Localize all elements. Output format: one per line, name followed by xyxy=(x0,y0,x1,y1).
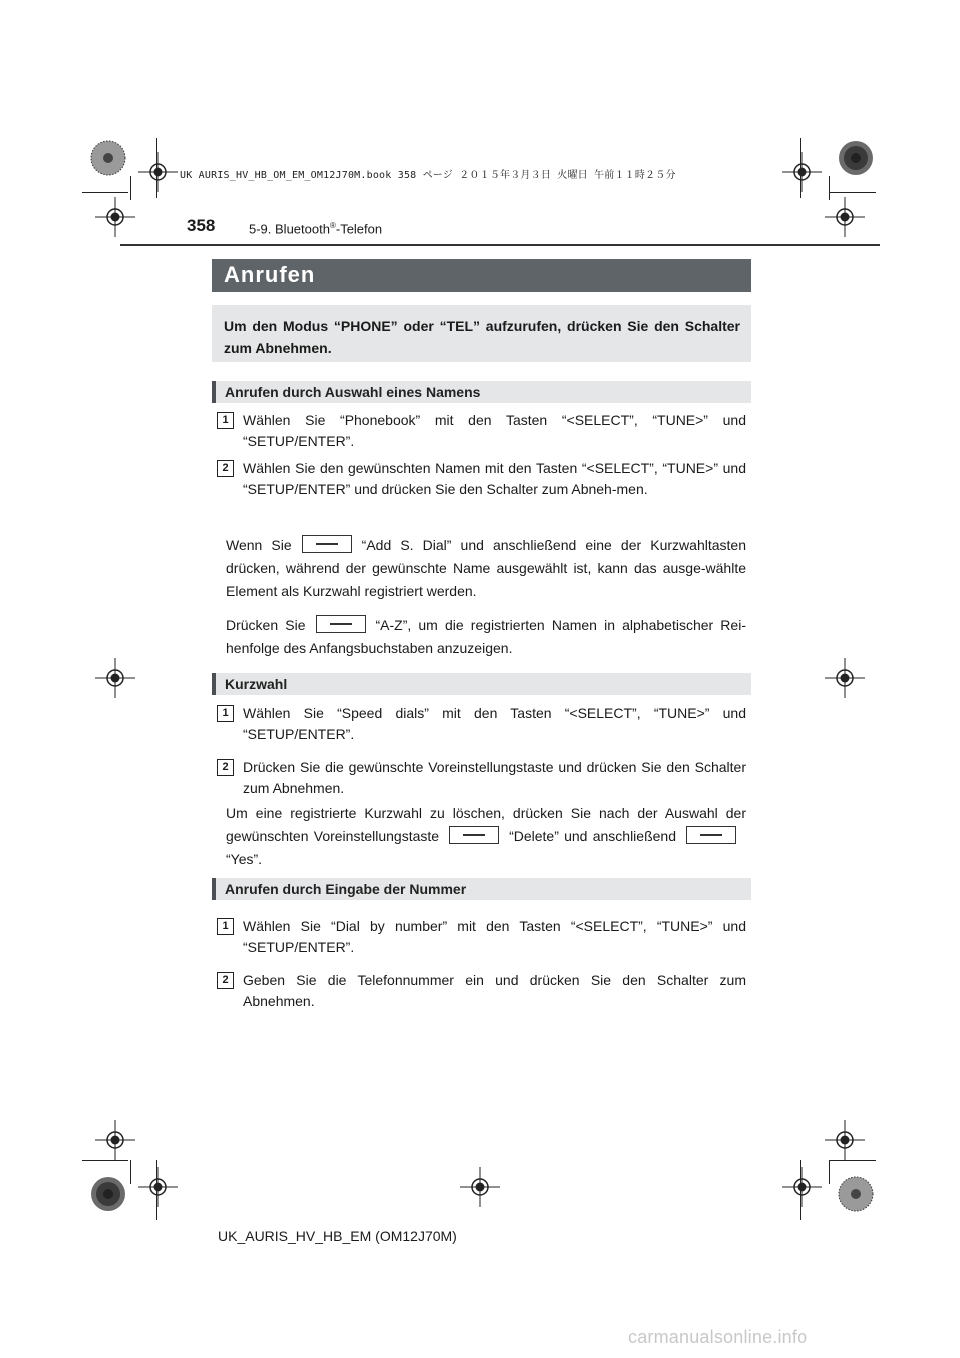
section-heading xyxy=(212,673,751,695)
color-dial-icon xyxy=(90,1176,126,1212)
registration-mark-icon xyxy=(95,658,135,698)
page-number: 358 xyxy=(187,216,216,235)
note-text: Wenn Sie xyxy=(226,537,292,553)
step-text: Drücken Sie die gewünschte Voreinstellungstaste und drücken Sie den Schalter zum Abnehmen. xyxy=(243,759,746,796)
model-code: UK_AURIS_HV_HB_EM (OM12J70M) xyxy=(218,1228,457,1244)
registration-mark-icon xyxy=(460,1167,500,1207)
header-rule xyxy=(120,244,880,246)
section-heading xyxy=(212,878,751,900)
registration-mark-icon xyxy=(95,197,135,237)
intro-text: Um den Modus “PHONE” oder “TEL” aufzurufen, drücken Sie den Schalter zum Abnehmen. xyxy=(224,318,740,356)
registration-mark-icon xyxy=(95,1120,135,1160)
registered-mark: ® xyxy=(329,221,336,230)
section-path xyxy=(249,221,382,236)
menu-button-icon xyxy=(449,826,499,844)
note-text: Um eine registrierte Kurzwahl zu löschen, drücken Sie nach der Auswahl der gewünschten Voreinstellungstaste xyxy=(226,805,746,844)
step-text: Wählen Sie den gewünschten Namen mit den Tasten “<SELECT”, “TUNE>” und “SETUP/ENTER” und drücken Sie den Schalter zum Abneh-men. xyxy=(243,460,746,497)
registration-mark-icon xyxy=(782,152,822,192)
step-number: 2 xyxy=(217,972,234,989)
step-text: Wählen Sie “Phonebook” mit den Tasten “<SELECT”, “TUNE>” und “SETUP/ENTER”. xyxy=(243,412,746,449)
step-number: 1 xyxy=(217,918,234,935)
note-text: “Add S. Dial” und anschließend eine der Kurzwahltasten drücken, während der gewünschte Name ausgewählt ist, kann das ausge-wählte Element als Kurzwahl registriert werden. xyxy=(226,537,746,599)
step-text: Wählen Sie “Dial by number” mit den Tasten “<SELECT”, “TUNE>” und “SETUP/ENTER”. xyxy=(243,918,746,955)
registration-mark-icon xyxy=(825,197,865,237)
file-info: UK AURIS_HV_HB_OM_EM_OM12J70M.book 358 ページ ２０１５年３月３日 火曜日 午前１１時２５分 xyxy=(180,170,676,181)
note-text: “Delete” und anschließend xyxy=(509,828,676,844)
intro-box xyxy=(212,305,751,362)
menu-button-icon xyxy=(686,826,736,844)
registration-mark-icon xyxy=(138,1167,178,1207)
section-heading-text: Kurzwahl xyxy=(225,676,288,692)
color-dial-icon xyxy=(838,1176,874,1212)
note-paragraph xyxy=(226,614,746,660)
note-paragraph xyxy=(226,534,746,603)
registration-mark-icon xyxy=(825,1120,865,1160)
heading-bar xyxy=(212,878,216,900)
heading-bar xyxy=(212,673,216,695)
registration-mark-icon xyxy=(825,658,865,698)
note-text: Drücken Sie xyxy=(226,617,306,633)
step-text: Geben Sie die Telefonnummer ein und drücken Sie den Schalter zum Abnehmen. xyxy=(243,972,746,1009)
step-text: Wählen Sie “Speed dials” mit den Tasten “<SELECT”, “TUNE>” und “SETUP/ENTER”. xyxy=(243,705,746,742)
section-prefix: 5-9. Bluetooth xyxy=(249,221,330,237)
section-heading xyxy=(212,381,751,403)
page-title: Anrufen xyxy=(224,262,316,287)
menu-button-icon xyxy=(302,535,352,553)
step-number: 2 xyxy=(217,460,234,477)
menu-button-icon xyxy=(316,615,366,633)
registration-mark-icon xyxy=(782,1167,822,1207)
step-number: 2 xyxy=(217,759,234,776)
section-heading-text: Anrufen durch Auswahl eines Namens xyxy=(225,384,481,400)
color-dial-icon xyxy=(838,140,874,176)
page-title-bar xyxy=(212,259,751,292)
heading-bar xyxy=(212,381,216,403)
note-paragraph xyxy=(226,802,746,871)
color-dial-icon xyxy=(90,140,126,176)
section-heading-text: Anrufen durch Eingabe der Nummer xyxy=(225,881,467,897)
step-number: 1 xyxy=(217,705,234,722)
registration-mark-icon xyxy=(138,152,178,192)
step-number: 1 xyxy=(217,412,234,429)
watermark: carmanualsonline.info xyxy=(628,1327,808,1347)
note-text: “A-Z”, um die registrierten Namen in alphabetischer Rei-henfolge des Anfangsbuchstaben anzuzeigen. xyxy=(226,617,746,656)
note-text: “Yes”. xyxy=(226,851,263,867)
section-suffix: -Telefon xyxy=(335,221,383,237)
